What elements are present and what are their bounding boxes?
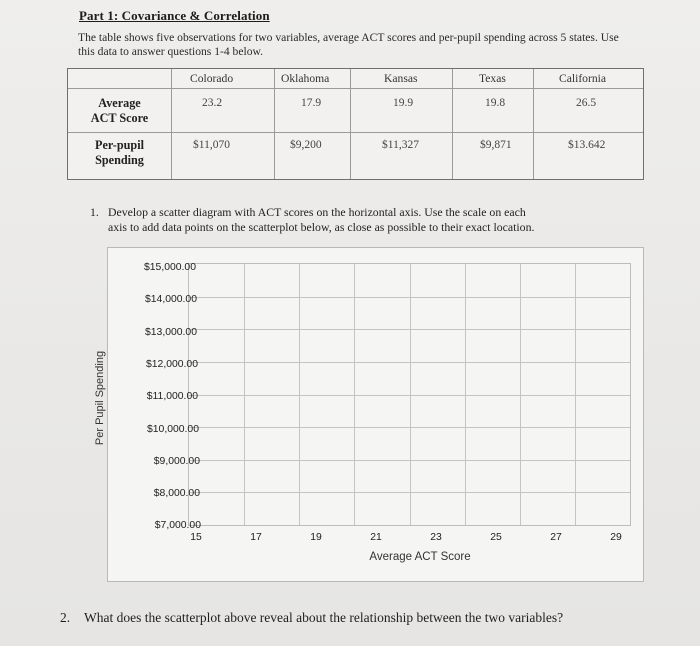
y-tick-label: $8,000.00 <box>153 488 200 500</box>
x-tick-label: 23 <box>430 532 442 543</box>
column-header-california: California <box>559 72 607 85</box>
grid-line-horizontal <box>189 395 630 396</box>
y-axis-label: Per Pupil Spending <box>94 350 106 446</box>
table-cell: 19.8 <box>485 97 506 109</box>
data-table <box>67 68 644 180</box>
table-cell: $11,070 <box>193 139 230 151</box>
intro-paragraph: The table shows five observations for two variables, average ACT scores and per-pupil spending across 5 states. Use this data to answer questions 1-4 below. <box>78 31 619 58</box>
x-tick-label: 15 <box>190 532 202 543</box>
y-tick-label: $9,000.00 <box>153 455 200 467</box>
y-tick-label: $7,000.00 <box>154 520 201 532</box>
row-header-act: Average ACT Score <box>90 96 149 125</box>
x-tick-label: 29 <box>610 532 622 543</box>
table-cell: $13.642 <box>568 139 606 151</box>
y-tick-label: $10,000.00 <box>146 423 199 435</box>
x-tick-label: 25 <box>490 532 502 543</box>
column-header-texas: Texas <box>479 72 506 85</box>
column-header-oklahoma: Oklahoma <box>281 72 330 85</box>
grid-line-horizontal <box>189 362 630 363</box>
grid-line-horizontal <box>189 297 630 298</box>
question-1-line1: Develop a scatter diagram with ACT scores on the horizontal axis. Use the scale on each <box>108 205 526 219</box>
scatter-plot-grid[interactable] <box>188 263 631 526</box>
question-2-number: 2. <box>60 610 71 625</box>
x-tick-label: 19 <box>310 532 322 543</box>
table-cell: $9,871 <box>480 139 512 151</box>
table-cell: 23.2 <box>202 97 223 109</box>
x-tick-label: 21 <box>370 532 382 543</box>
question-2-text: What does the scatterplot above reveal about the relationship between the two variables? <box>84 610 564 625</box>
row-header-spending: Per-pupil Spending <box>95 138 144 167</box>
column-header-kansas: Kansas <box>384 72 418 85</box>
table-cell: 26.5 <box>576 97 597 109</box>
table-cell: 17.9 <box>301 97 322 109</box>
y-tick-label: $13,000.00 <box>144 326 197 338</box>
x-tick-label: 17 <box>250 532 262 543</box>
y-tick-label: $11,000.00 <box>146 391 198 403</box>
y-tick-label: $14,000.00 <box>144 294 197 306</box>
y-tick-label: $15,000.00 <box>143 262 196 273</box>
grid-line-horizontal <box>189 427 630 428</box>
grid-line-horizontal <box>189 492 630 493</box>
question-1-number: 1. <box>90 205 99 219</box>
grid-line-horizontal <box>189 460 630 461</box>
grid-line-horizontal <box>189 329 630 330</box>
question-1 <box>90 205 650 235</box>
section-heading: Part 1: Covariance & Correlation <box>79 8 270 23</box>
table-cell: $11,327 <box>382 139 419 151</box>
question-2 <box>60 610 563 626</box>
x-tick-label: 27 <box>550 532 562 543</box>
table-cell: $9,200 <box>290 139 322 151</box>
column-header-colorado: Colorado <box>190 72 234 85</box>
x-axis-label: Average ACT Score <box>369 551 471 563</box>
y-tick-label: $12,000.00 <box>145 358 198 370</box>
question-1-line2: axis to add data points on the scatterplot below, as close as possible to their exact location. <box>108 220 535 234</box>
table-cell: 19.9 <box>393 97 414 109</box>
